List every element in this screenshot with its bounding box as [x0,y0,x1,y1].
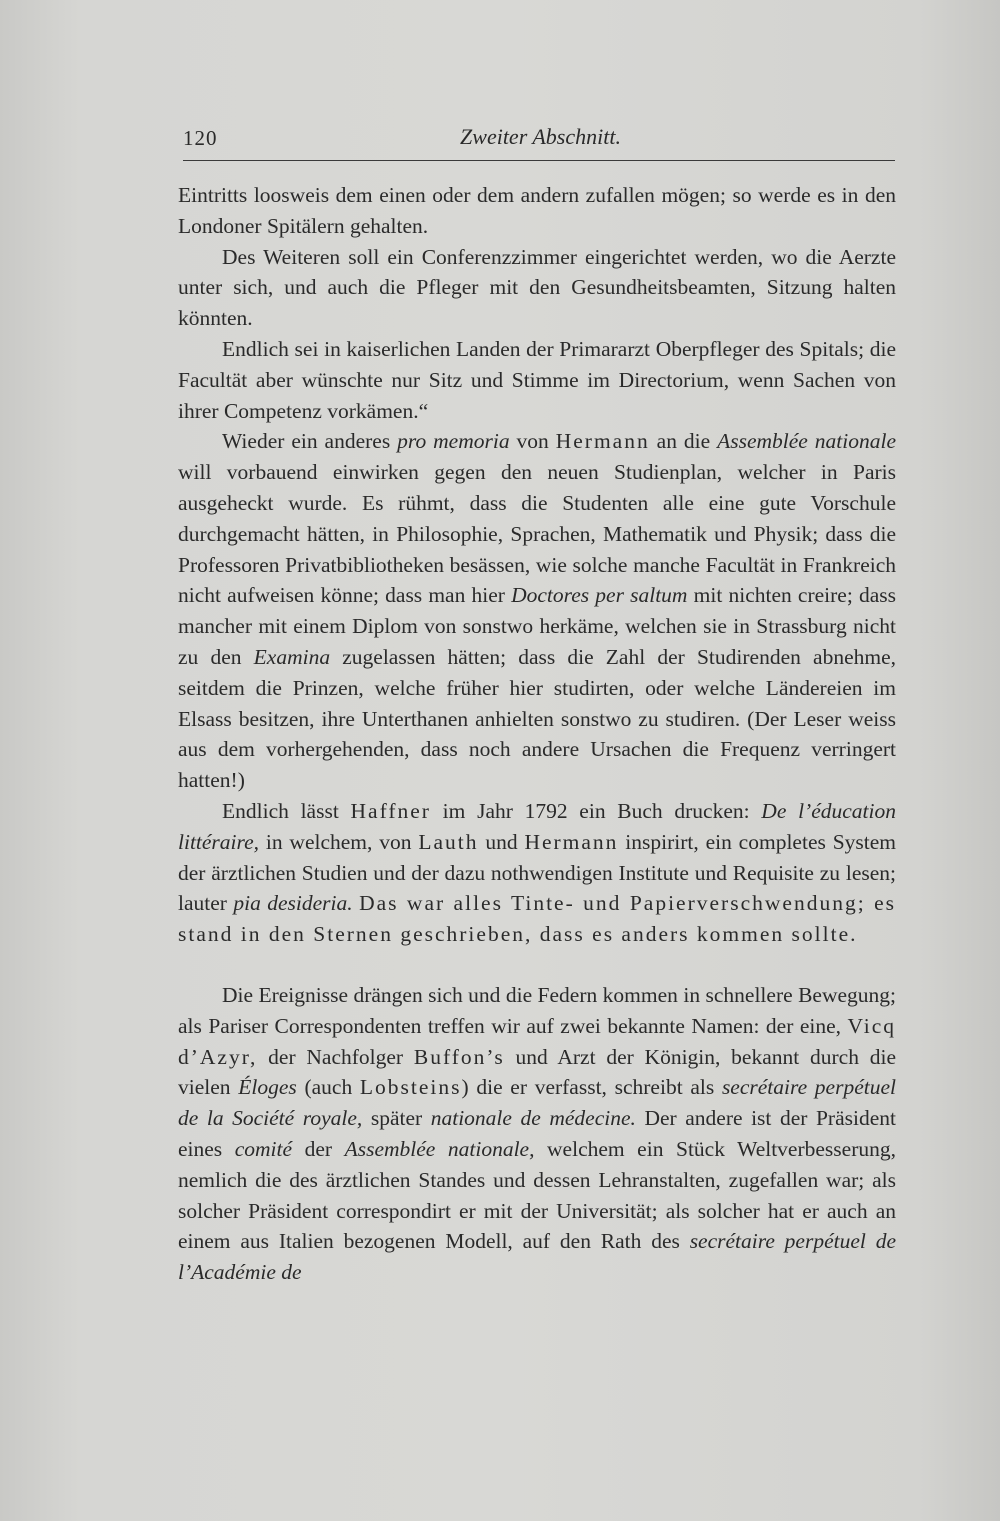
spaced-name: Vicq d’Azyr, [178,1013,896,1069]
text-run: will vorbauend einwirken gegen den neuen Studienplan, welcher in Paris ausgeheckt wurde. Es rühmt, dass die Studenten alle eine gute Vorschule durchgemacht hätten, in Philosophie, Sprachen, Mathematik und Physik; dass die Professoren Privatbibliotheken besässen, wie solche manche Facultät in Frankreich nicht aufweisen könne; dass man hier [178,460,896,608]
text-run: welchem ein Stück Weltverbesserung, nemlich die des ärztlichen Standes und dessen Lehranstalten, zugefallen war; als solcher Präsident correspondirt er mit der Universität; als solcher hat er auch an einem aus Italien bezogenen Modell, auf den Rath des [178,1136,896,1254]
text-run: von [509,429,556,454]
text-run: der Nachfolger [257,1044,414,1069]
text-run: später [362,1106,431,1131]
paragraph-1 [178,180,896,242]
italic-run: Éloges [238,1075,297,1100]
paragraph-2 [178,242,896,334]
text-run: der [292,1136,345,1161]
page-number: 120 [183,126,218,150]
text-run: Des Weiteren soll ein Conferenzzimmer eingerichtet werden, wo die Aerzte unter sich, und auch die Pfleger mit den Gesundheitsbeamten, Sitzung halten könnten. [178,244,896,331]
spaced-name: Hermann [555,429,650,454]
text-run: Der andere ist der Präsident eines [178,1106,896,1161]
italic-run: Doctores per saltum [511,583,688,608]
spaced-name: Hermann [524,829,619,854]
paragraph-3 [178,334,896,426]
text-run: und Arzt der Königin, bekannt durch die vielen [178,1044,896,1100]
text-run: an die [649,429,718,454]
text-run: mit nichten creire; dass mancher mit einem Diplom von sonstwo herkäme, welchen sie in Strassburg nicht zu den [178,583,896,669]
text-run: Eintritts loosweis dem einen oder dem andern zufallen mögen; so werde es in den Londoner Spitälern gehalten. [178,183,896,238]
italic-run: secrétaire perpétuel de l’Académie de [178,1229,896,1285]
spaced-name: Lauth [418,829,479,854]
paragraph-6 [178,980,896,1288]
italic-run: Examina [253,644,331,669]
spaced-name: Lobsteins [359,1075,462,1100]
spaced-name: Haffner [350,798,431,823]
spaced-name: Buffon’s [413,1044,505,1069]
italic-run: pro memoria [397,429,510,454]
text-run: Endlich sei in kaiserlichen Landen der Primararzt Oberpfleger des Spitals; die Facultät aber wünschte nur Sitz und Stimme im Directorium, wenn Sachen von ihrer Competenz vorkämen.“ [178,336,896,423]
italic-run: Assemblée nationale [717,429,896,454]
running-title: Zweiter Abschnitt. [460,124,621,149]
text-run: ) die er verfasst, schreibt als [461,1075,722,1100]
italic-run: Assemblée nationale, [344,1136,535,1161]
page-header [183,124,898,154]
header-rule [183,160,895,161]
spaced-sentence: Das war alles Tinte- und Papierverschwendung; es stand in den Sternen geschrieben, dass es anders kommen sollte. [178,891,896,947]
text-run: (auch [296,1075,360,1100]
italic-run: comité [234,1136,293,1161]
text-run: inspirirt, ein completes System der ärztlichen Studien und der dazu nothwendigen Institute und Requisite zu lesen; lauter [178,829,897,916]
text-run: Wieder ein anderes [222,429,398,454]
italic-run: pia desideria. [233,891,353,916]
italic-run: De l’éducation littéraire, [178,798,896,854]
body-text [178,180,896,1288]
text-run: zugelassen hätten; dass die Zahl der Studirenden abnehme, seitdem die Prinzen, welche früher hier studirten, oder welche Ländereien im Elsass besitzen, ihre Unterthanen anhielten sonstwo zu studiren. (Der Leser weiss aus dem vorhergehenden, dass noch andere Ursachen die Frequenz verringert hatten!) [178,644,896,793]
text-run: Die Ereignisse drängen sich und die Federn kommen in schnellere Bewegung; als Pariser Correspondenten treffen wir auf zwei bekannte Namen: der eine, [178,982,896,1038]
text-run: in welchem, von [259,829,419,854]
text-run: Endlich lässt [222,798,351,823]
italic-run: secrétaire perpétuel de la Société royale, [178,1075,896,1131]
italic-run: nationale de médecine. [430,1106,636,1131]
text-run: und [478,829,525,854]
paragraph-4 [178,426,896,796]
paragraph-5 [178,796,896,950]
text-run: im Jahr 1792 ein Buch drucken: [430,798,762,823]
